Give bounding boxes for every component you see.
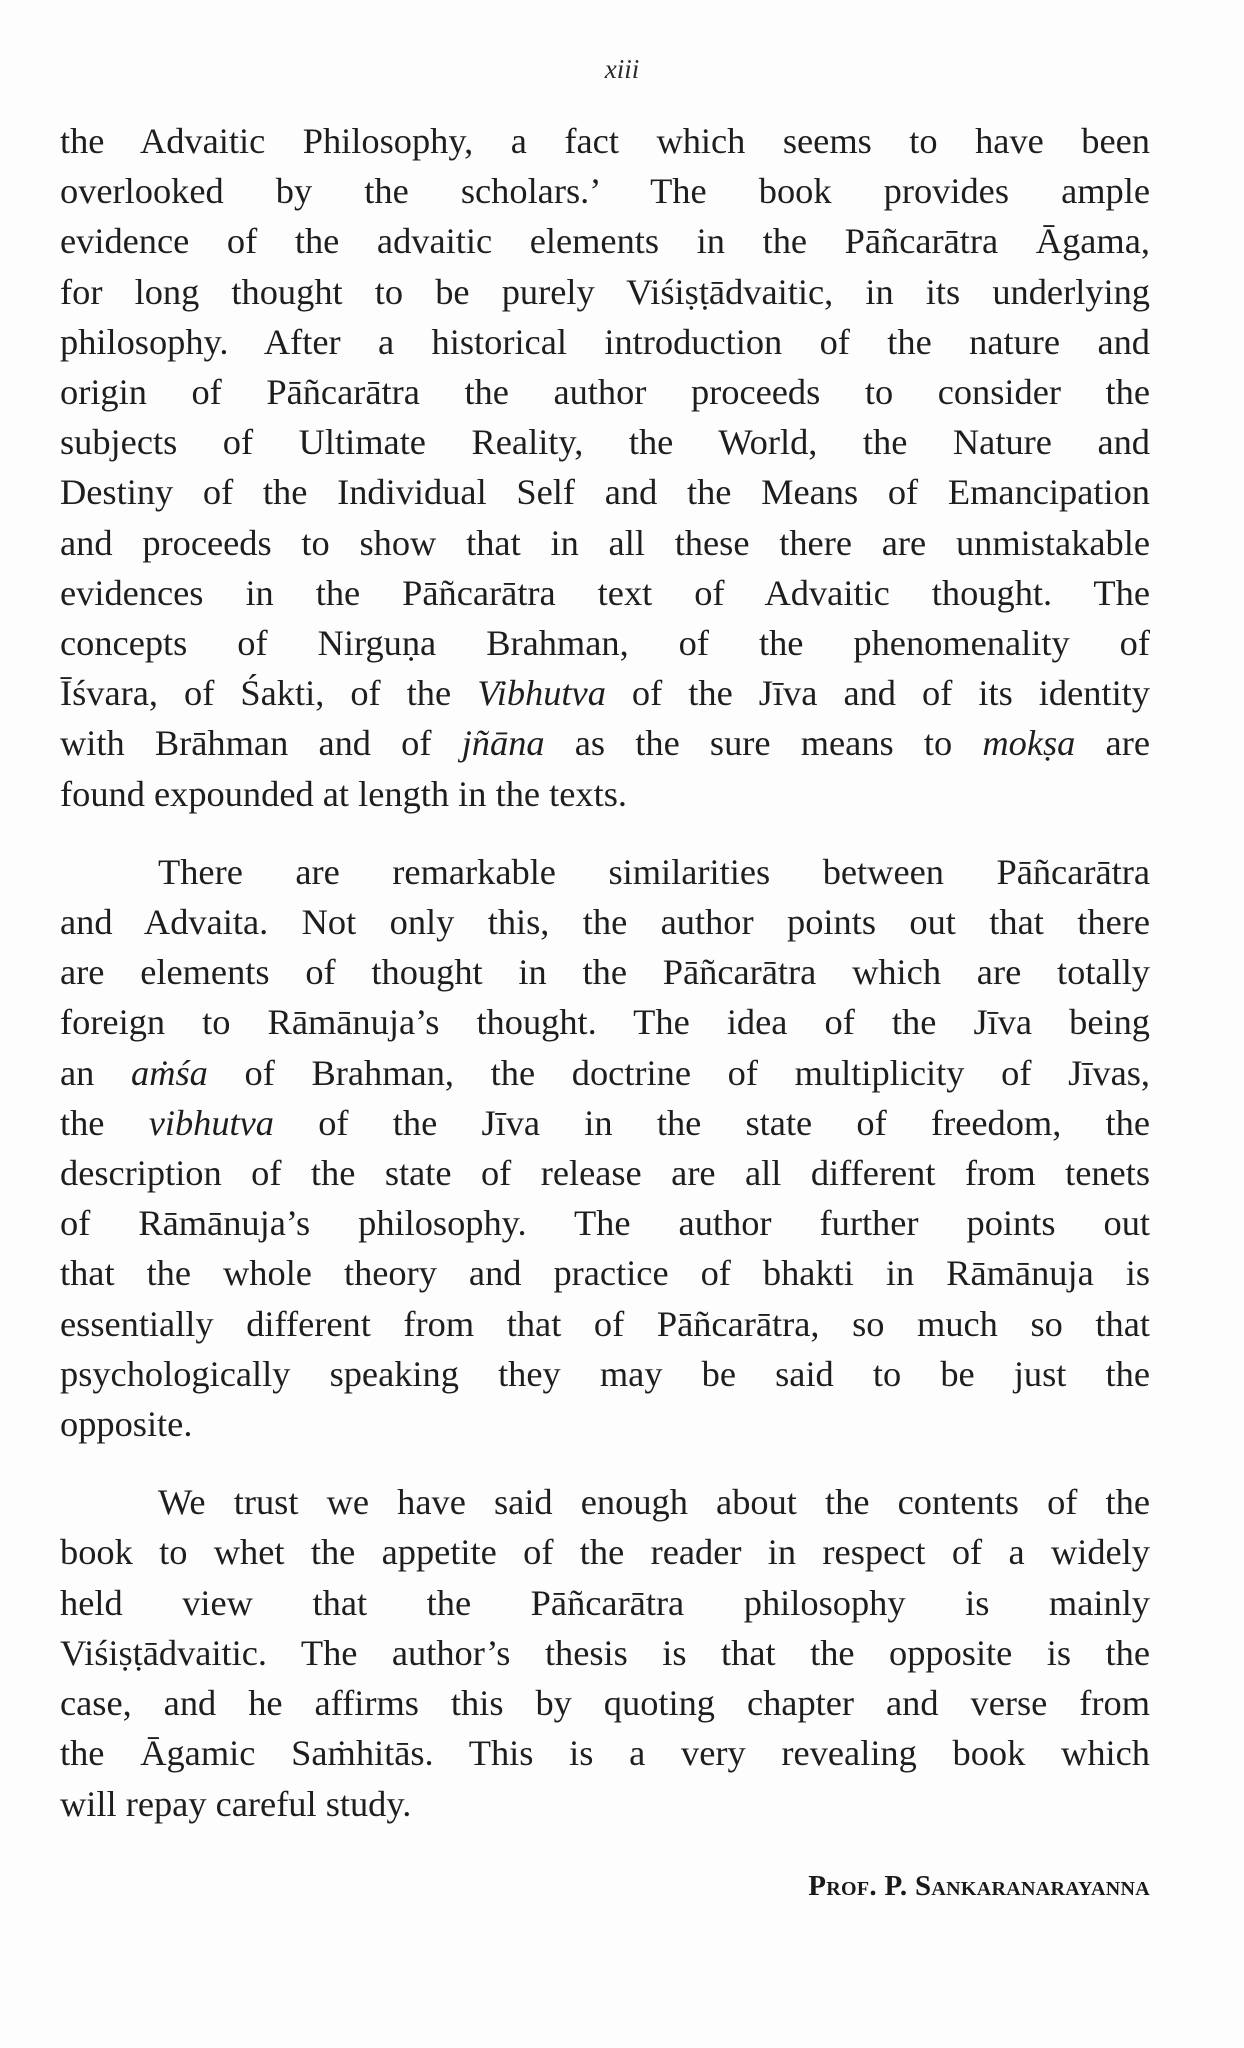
- text-line: with Brāhman and of jñāna as the sure means to mokṣa are: [60, 723, 1150, 764]
- italic-term: mokṣa: [982, 723, 1076, 764]
- italic-term: Vibhutva: [477, 673, 606, 714]
- text-line: held view that the Pāñcarātra philosophy is mainly: [60, 1582, 1150, 1623]
- text-line: of Rāmānuja’s philosophy. The author further points out: [60, 1203, 1150, 1244]
- text-line: Viśiṣṭādvaitic. The author’s thesis is that the opposite is the: [60, 1632, 1150, 1673]
- paragraph-2: [60, 847, 1150, 1449]
- text-line: overlooked by the scholars.’ The book provides ample: [60, 171, 1150, 212]
- paragraph-1: [60, 116, 1150, 819]
- italic-term: aṁśa: [131, 1052, 208, 1093]
- text-line: There are remarkable similarities between Pāñcarātra: [158, 851, 1150, 892]
- text-line: opposite.: [60, 1404, 193, 1445]
- text-line: an aṁśa of Brahman, the doctrine of multiplicity of Jīvas,: [60, 1052, 1150, 1093]
- text-line: that the whole theory and practice of bhakti in Rāmānuja is: [60, 1253, 1150, 1294]
- text-line: will repay careful study.: [60, 1783, 412, 1824]
- italic-term: vibhutva: [148, 1102, 274, 1143]
- paragraph-gap: [60, 819, 1150, 847]
- text-line: evidences in the Pāñcarātra text of Advaitic thought. The: [60, 572, 1150, 613]
- text-line: found expounded at length in the texts.: [60, 773, 627, 814]
- paragraph-3: [60, 1477, 1150, 1828]
- paragraph-gap: [60, 1449, 1150, 1477]
- italic-term: jñāna: [461, 723, 545, 764]
- text-line: philosophy. After a historical introduction of the nature and: [60, 321, 1150, 362]
- text-line: book to whet the appetite of the reader in respect of a widely: [60, 1532, 1150, 1573]
- text-line: origin of Pāñcarātra the author proceeds to consider the: [60, 372, 1150, 413]
- text-line: subjects of Ultimate Reality, the World, the Nature and: [60, 422, 1150, 463]
- text-line: the vibhutva of the Jīva in the state of freedom, the: [60, 1102, 1150, 1143]
- text-line: case, and he affirms this by quoting chapter and verse from: [60, 1683, 1150, 1724]
- text-line: essentially different from that of Pāñcarātra, so much so that: [60, 1303, 1150, 1344]
- text-line: for long thought to be purely Viśiṣṭādvaitic, in its underlying: [60, 271, 1150, 312]
- text-line: evidence of the advaitic elements in the Pāñcarātra Āgama,: [60, 221, 1150, 262]
- text-line: psychologically speaking they may be said to be just the: [60, 1353, 1150, 1394]
- text-line: are elements of thought in the Pāñcarātra which are totally: [60, 952, 1150, 993]
- text-line: the Āgamic Saṁhitās. This is a very revealing book which: [60, 1733, 1150, 1774]
- author-signature: Prof. P. Sankaranarayanna: [808, 1870, 1150, 1902]
- text-line: Destiny of the Individual Self and the Means of Emancipation: [60, 472, 1150, 513]
- text-line: description of the state of release are all different from tenets: [60, 1153, 1150, 1194]
- text-line: and Advaita. Not only this, the author points out that there: [60, 902, 1150, 943]
- body-text: [60, 116, 1150, 1829]
- text-line: and proceeds to show that in all these there are unmistakable: [60, 522, 1150, 563]
- text-line: Īśvara, of Śakti, of the Vibhutva of the Jīva and of its identity: [60, 673, 1150, 714]
- text-line: foreign to Rāmānuja’s thought. The idea of the Jīva being: [60, 1002, 1150, 1043]
- text-line: the Advaitic Philosophy, a fact which seems to have been: [60, 121, 1150, 161]
- text-line: concepts of Nirguṇa Brahman, of the phenomenality of: [60, 623, 1150, 664]
- page-number: xiii: [604, 54, 640, 84]
- text-line: We trust we have said enough about the contents of the: [158, 1482, 1150, 1523]
